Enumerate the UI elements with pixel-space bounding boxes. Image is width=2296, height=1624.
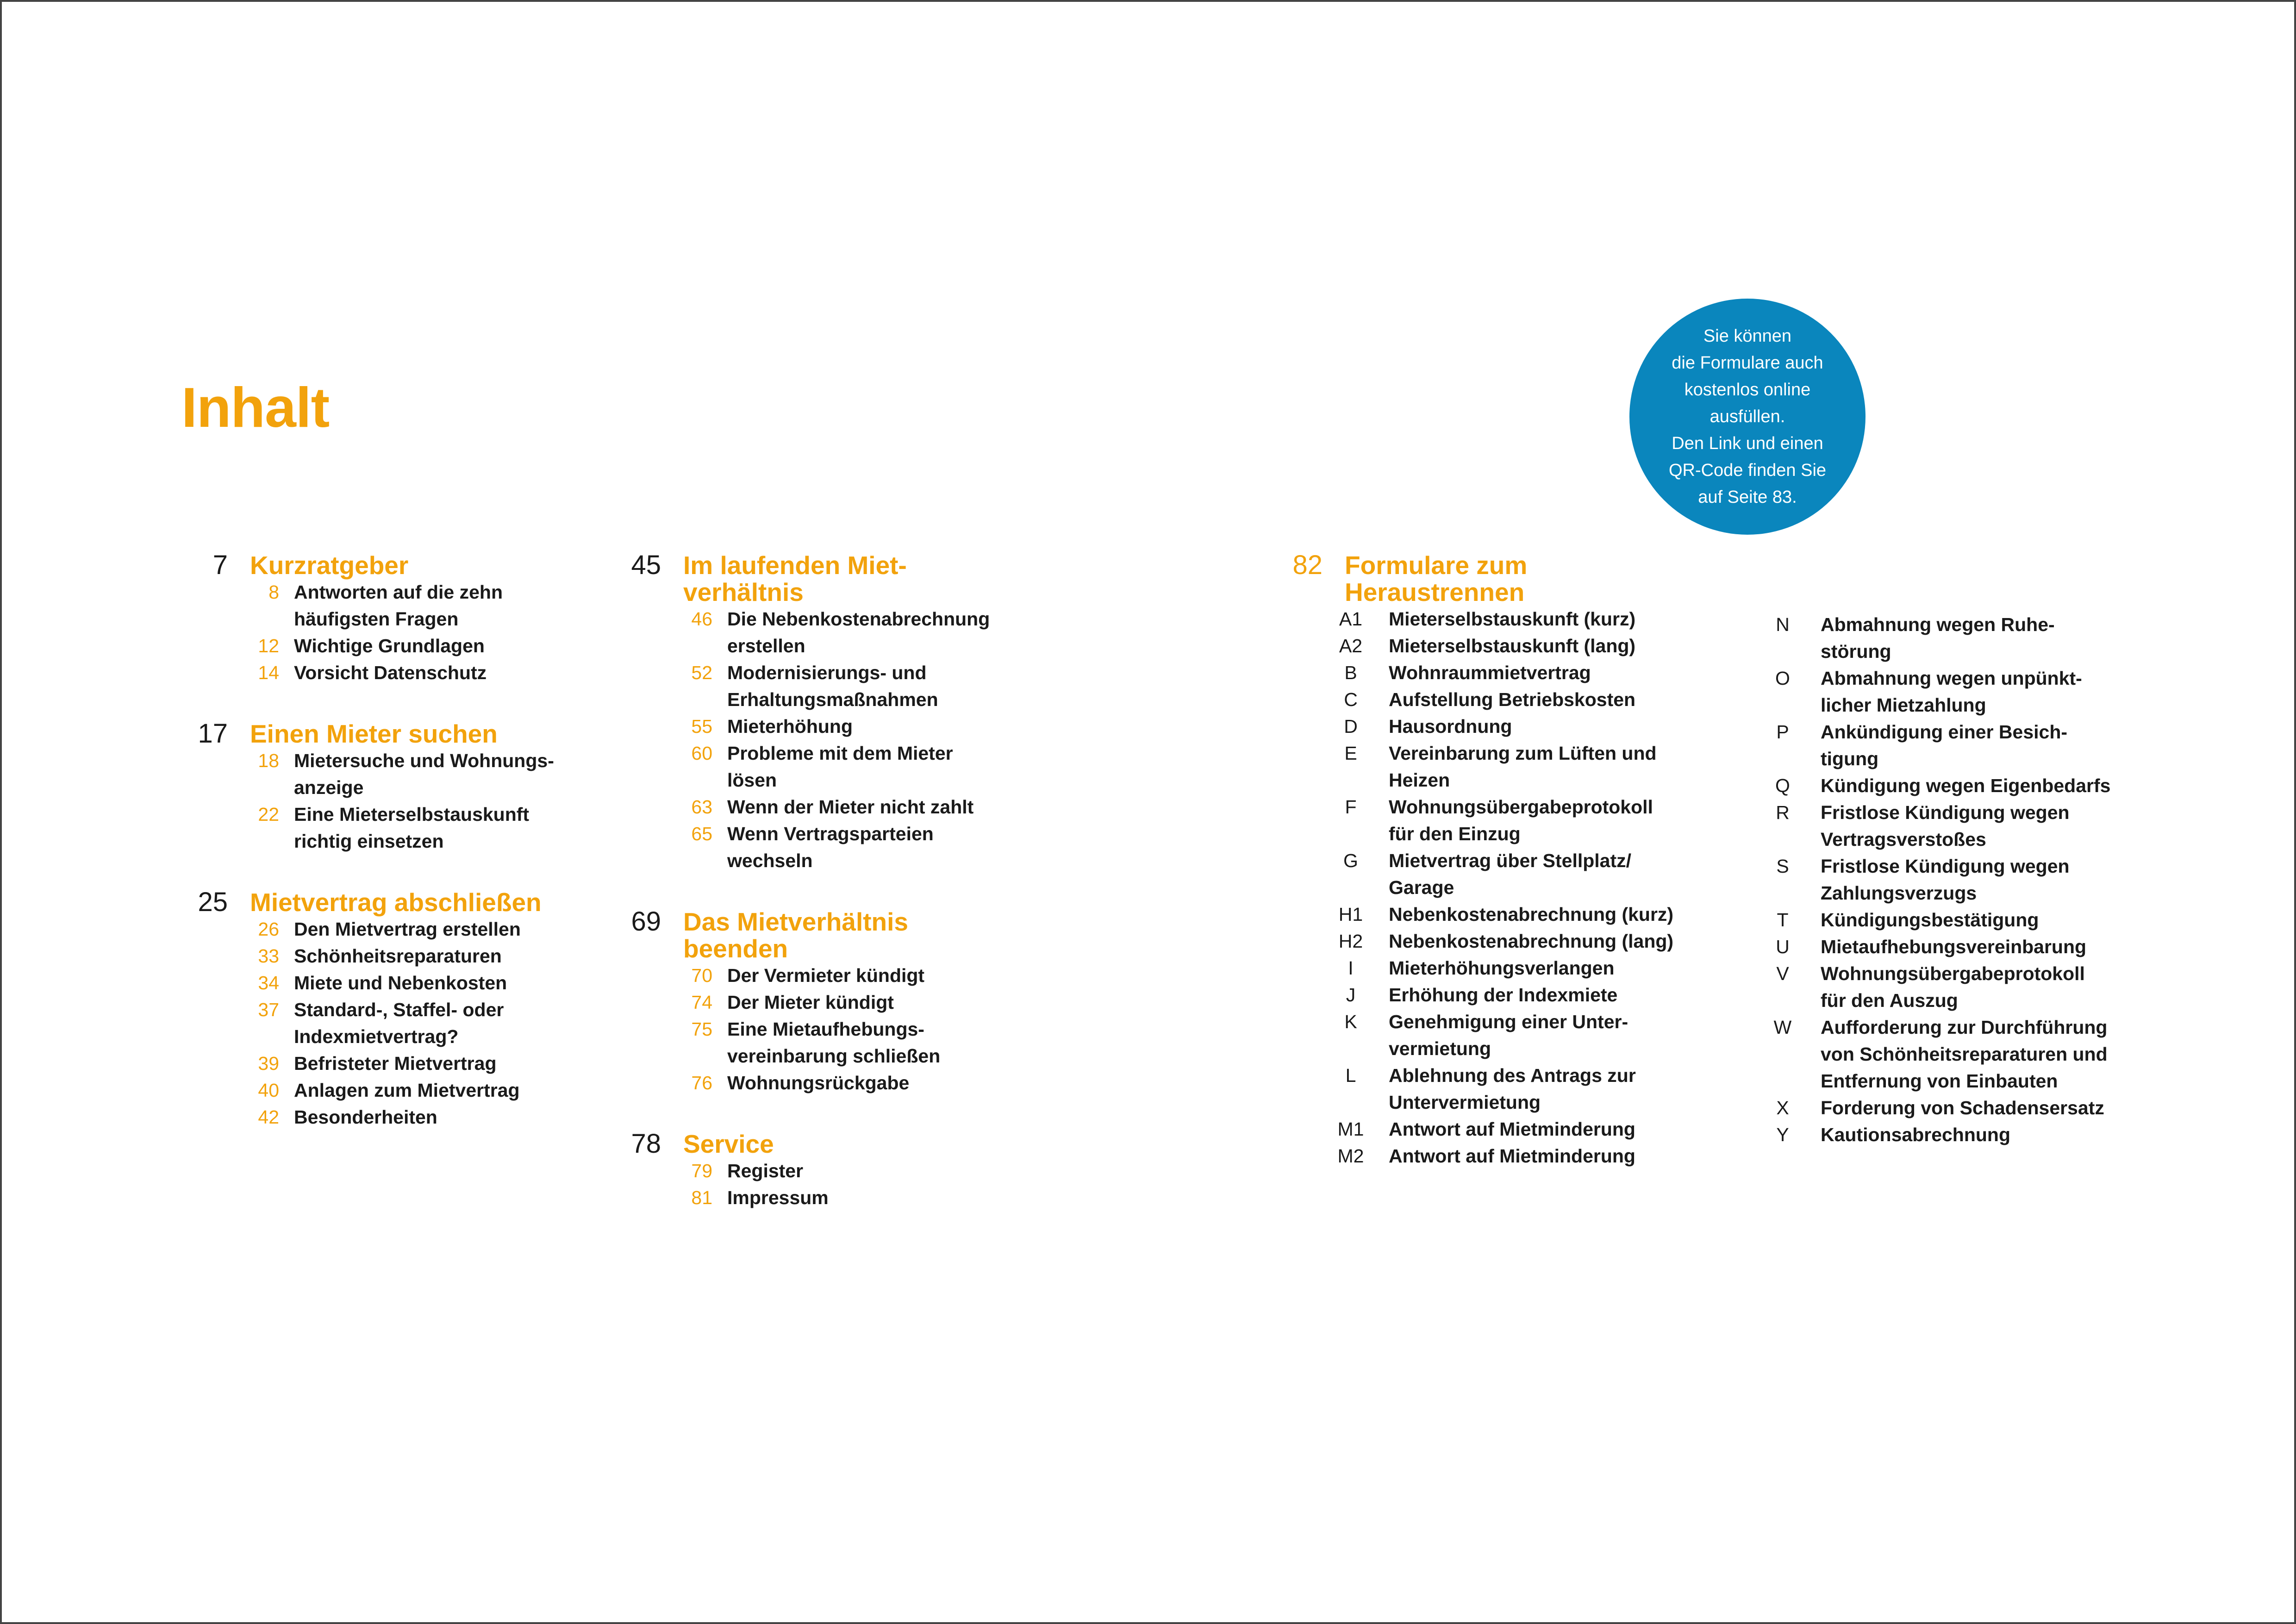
toc-entry (691, 713, 1063, 740)
toc-entry (691, 1016, 1063, 1069)
entry-title: Impressum (727, 1187, 829, 1208)
entry-title: Anlagen zum Mietvertrag (294, 1080, 520, 1101)
entry-title: Der Mieter kündigt (727, 992, 894, 1013)
entry-number: E (1344, 743, 1357, 764)
entry-number: S (1776, 856, 1789, 877)
entry-number: H2 (1338, 931, 1363, 952)
entry-number: 37 (258, 999, 279, 1020)
section-heading (631, 550, 1063, 606)
toc-entry (691, 1069, 1063, 1096)
section-heading (198, 718, 611, 749)
entry-title: Wohnungsübergabeprotokoll für den Auszug (1821, 963, 2085, 1011)
toc-entry (1343, 847, 1743, 901)
toc-entry (1338, 928, 1743, 955)
entry-number: 39 (258, 1053, 279, 1074)
section-page-number: 17 (198, 718, 228, 749)
section-title: Formulare zum Heraustrennen (1345, 551, 1528, 606)
entry-number: 26 (258, 918, 279, 940)
toc-entry (691, 962, 1063, 989)
section-heading (1292, 550, 1743, 606)
entry-title: Der Vermieter kündigt (727, 965, 925, 986)
toc-entry (1337, 1116, 1743, 1143)
entry-title: Abmahnung wegen Ruhe- störung (1821, 614, 2055, 662)
toc-entry (691, 793, 1063, 820)
entry-number: 55 (691, 716, 712, 737)
entry-number: C (1344, 689, 1358, 710)
entry-title: Genehmigung einer Unter- vermietung (1389, 1011, 1628, 1059)
entry-number: A2 (1339, 635, 1363, 656)
entry-number: P (1776, 721, 1789, 743)
toc-entry (691, 989, 1063, 1016)
toc-section (212, 550, 611, 686)
toc-entry (1776, 960, 2175, 1014)
toc-section (198, 718, 611, 855)
section-heading (212, 550, 611, 580)
entry-title: Aufforderung zur Durchführung von Schönheitsreparaturen und Entfernung von Einbauten (1821, 1017, 2108, 1092)
entry-title: Die Nebenkostenabrechnung erstellen (727, 608, 990, 656)
toc-entry (1344, 1008, 1743, 1062)
entry-title: Mietvertrag über Stellplatz/ Garage (1389, 850, 1632, 898)
toc-entry (258, 916, 611, 943)
toc-entry (1776, 718, 2175, 772)
section-page-number: 78 (631, 1129, 661, 1159)
entry-title: Befristeter Mietvertrag (294, 1053, 497, 1074)
toc-entry (1344, 686, 1743, 713)
entry-title: Wohnungsrückgabe (727, 1072, 910, 1093)
toc-column-1 (198, 550, 611, 1165)
entry-number: 75 (691, 1018, 712, 1040)
entry-title: Nebenkostenabrechnung (lang) (1389, 931, 1674, 952)
entry-title: Mieterhöhung (727, 716, 853, 737)
entry-title: Antworten auf die zehn häufigsten Fragen (294, 581, 503, 630)
entry-number: 40 (258, 1080, 279, 1101)
entry-number: Y (1776, 1124, 1789, 1145)
entry-number: 52 (691, 662, 712, 683)
toc-section (198, 887, 611, 1131)
entry-title: Mieterselbstauskunft (lang) (1389, 635, 1636, 656)
badge-text: Sie können die Formulare auch kostenlos online ausfüllen. Den Link und einen QR-Code finden Sie auf Seite 83. (1668, 326, 1827, 507)
entry-number: M1 (1337, 1118, 1364, 1140)
entry-title: Forderung von Schadensersatz (1821, 1097, 2104, 1118)
toc-entry (691, 606, 1063, 659)
entry-title: Hausordnung (1389, 716, 1512, 737)
toc-section (1292, 550, 1743, 1169)
entry-number: M2 (1337, 1145, 1364, 1167)
entry-title: Mieterselbstauskunft (kurz) (1389, 608, 1636, 630)
entry-title: Fristlose Kündigung wegen Vertragsverstoßes (1821, 802, 2070, 850)
toc-entry (1345, 1062, 1743, 1116)
entry-number: J (1346, 984, 1356, 1006)
section-page-number: 25 (198, 887, 228, 917)
entry-title: Mieterhöhungsverlangen (1389, 957, 1615, 979)
section-page-number: 45 (631, 550, 661, 580)
toc-entry (1773, 1014, 2175, 1094)
section-title: Kurzratgeber (250, 551, 409, 580)
entry-title: Mietaufhebungsvereinbarung (1821, 936, 2087, 957)
entry-title: Aufstellung Betriebskosten (1389, 689, 1636, 710)
toc-entry (1344, 713, 1743, 740)
toc-entry (1339, 606, 1743, 632)
entry-title: Abmahnung wegen unpünkt- licher Mietzahlung (1821, 668, 2082, 716)
entry-title: Mietersuche und Wohnungs- anzeige (294, 750, 554, 798)
entry-title: Wichtige Grundlagen (294, 635, 485, 656)
entry-number: R (1776, 802, 1790, 823)
entry-number: 60 (691, 743, 712, 764)
entry-number: H1 (1338, 904, 1363, 925)
entry-number: 74 (691, 992, 712, 1013)
entry-number: 33 (258, 945, 279, 967)
toc-section (631, 906, 1063, 1096)
entry-title: Register (727, 1160, 804, 1181)
entry-number: L (1345, 1065, 1356, 1086)
entry-title: Antwort auf Mietminderung (1389, 1145, 1635, 1167)
entry-title: Wohnungsübergabeprotokoll für den Einzug (1389, 796, 1653, 844)
entry-number: 70 (691, 965, 712, 986)
toc-section (631, 1129, 1063, 1211)
entry-number: 63 (691, 796, 712, 818)
toc-entry (1776, 853, 2175, 906)
toc-entry (258, 943, 611, 969)
entry-number: U (1776, 936, 1790, 957)
toc-column-forms-2 (1773, 611, 2175, 1148)
toc-entry (268, 579, 611, 632)
entry-number: 65 (691, 823, 712, 844)
entry-title: Besonderheiten (294, 1106, 437, 1128)
entry-number: N (1776, 614, 1790, 635)
toc-entry (1777, 906, 2175, 933)
toc-entry (258, 996, 611, 1050)
entry-title: Eine Mieterselbstauskunft richtig einsetzen (294, 804, 530, 852)
toc-entry (691, 1184, 1063, 1211)
toc-entry (1776, 1121, 2175, 1148)
toc-entry (258, 632, 611, 659)
entry-number: 79 (691, 1160, 712, 1181)
toc-entry (1776, 933, 2175, 960)
entry-title: Ankündigung einer Besich- tigung (1821, 721, 2068, 769)
entry-title: Erhöhung der Indexmiete (1389, 984, 1618, 1006)
entry-title: Fristlose Kündigung wegen Zahlungsverzugs (1821, 856, 2070, 904)
toc-entry (1346, 981, 1743, 1008)
toc-entry (1338, 901, 1743, 928)
toc-entry (258, 1104, 611, 1131)
toc-entry (691, 820, 1063, 874)
toc-entry (1776, 799, 2175, 853)
entry-title: Kündigungsbestätigung (1821, 909, 2039, 931)
section-title: Das Mietverhältnis beenden (683, 907, 909, 963)
entry-title: Standard-, Staffel- oder Indexmietvertrag? (294, 999, 504, 1047)
page-title: Inhalt (181, 376, 330, 439)
entry-number: X (1776, 1097, 1789, 1118)
toc-entry (258, 659, 611, 686)
section-heading (631, 906, 1063, 963)
toc-entry (1348, 955, 1743, 981)
section-heading (631, 1129, 1063, 1159)
section-page-number: 7 (212, 550, 228, 580)
entry-number: W (1773, 1017, 1792, 1038)
entry-number: A1 (1339, 608, 1363, 630)
section-title: Service (683, 1130, 774, 1158)
entry-title: Wohnraummietvertrag (1389, 662, 1591, 683)
toc-column-forms (1292, 550, 1743, 1204)
entry-number: K (1344, 1011, 1357, 1032)
entry-title: Nebenkostenabrechnung (kurz) (1389, 904, 1674, 925)
entry-number: 34 (258, 972, 279, 993)
entry-title: Modernisierungs- und Erhaltungsmaßnahmen (727, 662, 938, 710)
toc-entry (258, 969, 611, 996)
entry-number: 42 (258, 1106, 279, 1128)
entry-number: 8 (268, 581, 279, 603)
toc-entry (258, 1050, 611, 1077)
entry-number: 14 (258, 662, 279, 683)
entry-number: Q (1775, 775, 1790, 796)
entry-title: Ablehnung des Antrags zur Untervermietung (1389, 1065, 1636, 1113)
toc-entry (1776, 611, 2175, 665)
toc-entry (691, 1157, 1063, 1184)
entry-number: I (1348, 957, 1354, 979)
entry-number: 22 (258, 804, 279, 825)
toc-entry (1344, 740, 1743, 793)
entry-number: 46 (691, 608, 712, 630)
entry-number: V (1776, 963, 1789, 984)
toc-entry (258, 1077, 611, 1104)
toc-entry (258, 801, 611, 855)
entry-title: Wenn der Mieter nicht zahlt (727, 796, 974, 818)
entry-title: Kündigung wegen Eigenbedarfs (1821, 775, 2111, 796)
section-title: Im laufenden Miet- verhältnis (683, 551, 907, 606)
entry-number: O (1775, 668, 1790, 689)
section-title: Einen Mieter suchen (250, 719, 498, 748)
entry-title: Eine Mietaufhebungs- vereinbarung schließen (727, 1018, 941, 1067)
entry-title: Vereinbarung zum Lüften und Heizen (1389, 743, 1657, 791)
toc-entry (1337, 1143, 1743, 1169)
entry-number: 12 (258, 635, 279, 656)
entry-title: Den Mietvertrag erstellen (294, 918, 521, 940)
entry-number: 18 (258, 750, 279, 771)
entry-number: F (1345, 796, 1357, 818)
toc-entry (1345, 793, 1743, 847)
toc-section (631, 550, 1063, 874)
toc-entry (1775, 665, 2175, 718)
entry-number: 76 (691, 1072, 712, 1093)
toc-entry (258, 747, 611, 801)
entry-title: Kautionsabrechnung (1821, 1124, 2011, 1145)
toc-entry (1339, 632, 1743, 659)
entry-number: D (1344, 716, 1358, 737)
entry-number: G (1343, 850, 1358, 871)
entry-number: B (1344, 662, 1357, 683)
toc-column-2 (631, 550, 1063, 1245)
entry-number: 81 (691, 1187, 712, 1208)
toc-entry (691, 659, 1063, 713)
entry-title: Vorsicht Datenschutz (294, 662, 487, 683)
toc-entry (691, 740, 1063, 793)
section-page-number: 82 (1292, 550, 1323, 580)
section-heading (198, 887, 611, 917)
toc-entry (1776, 1094, 2175, 1121)
entry-title: Schönheitsreparaturen (294, 945, 502, 967)
toc-entry (1775, 772, 2175, 799)
toc-entry (1344, 659, 1743, 686)
section-page-number: 69 (631, 906, 661, 937)
online-forms-badge (1629, 299, 1866, 535)
section-title: Mietvertrag abschließen (250, 888, 542, 917)
entry-title: Antwort auf Mietminderung (1389, 1118, 1635, 1140)
entry-title: Miete und Nebenkosten (294, 972, 507, 993)
entry-title: Wenn Vertragsparteien wechseln (727, 823, 934, 871)
entry-title: Probleme mit dem Mieter lösen (727, 743, 953, 791)
entry-number: T (1777, 909, 1789, 931)
